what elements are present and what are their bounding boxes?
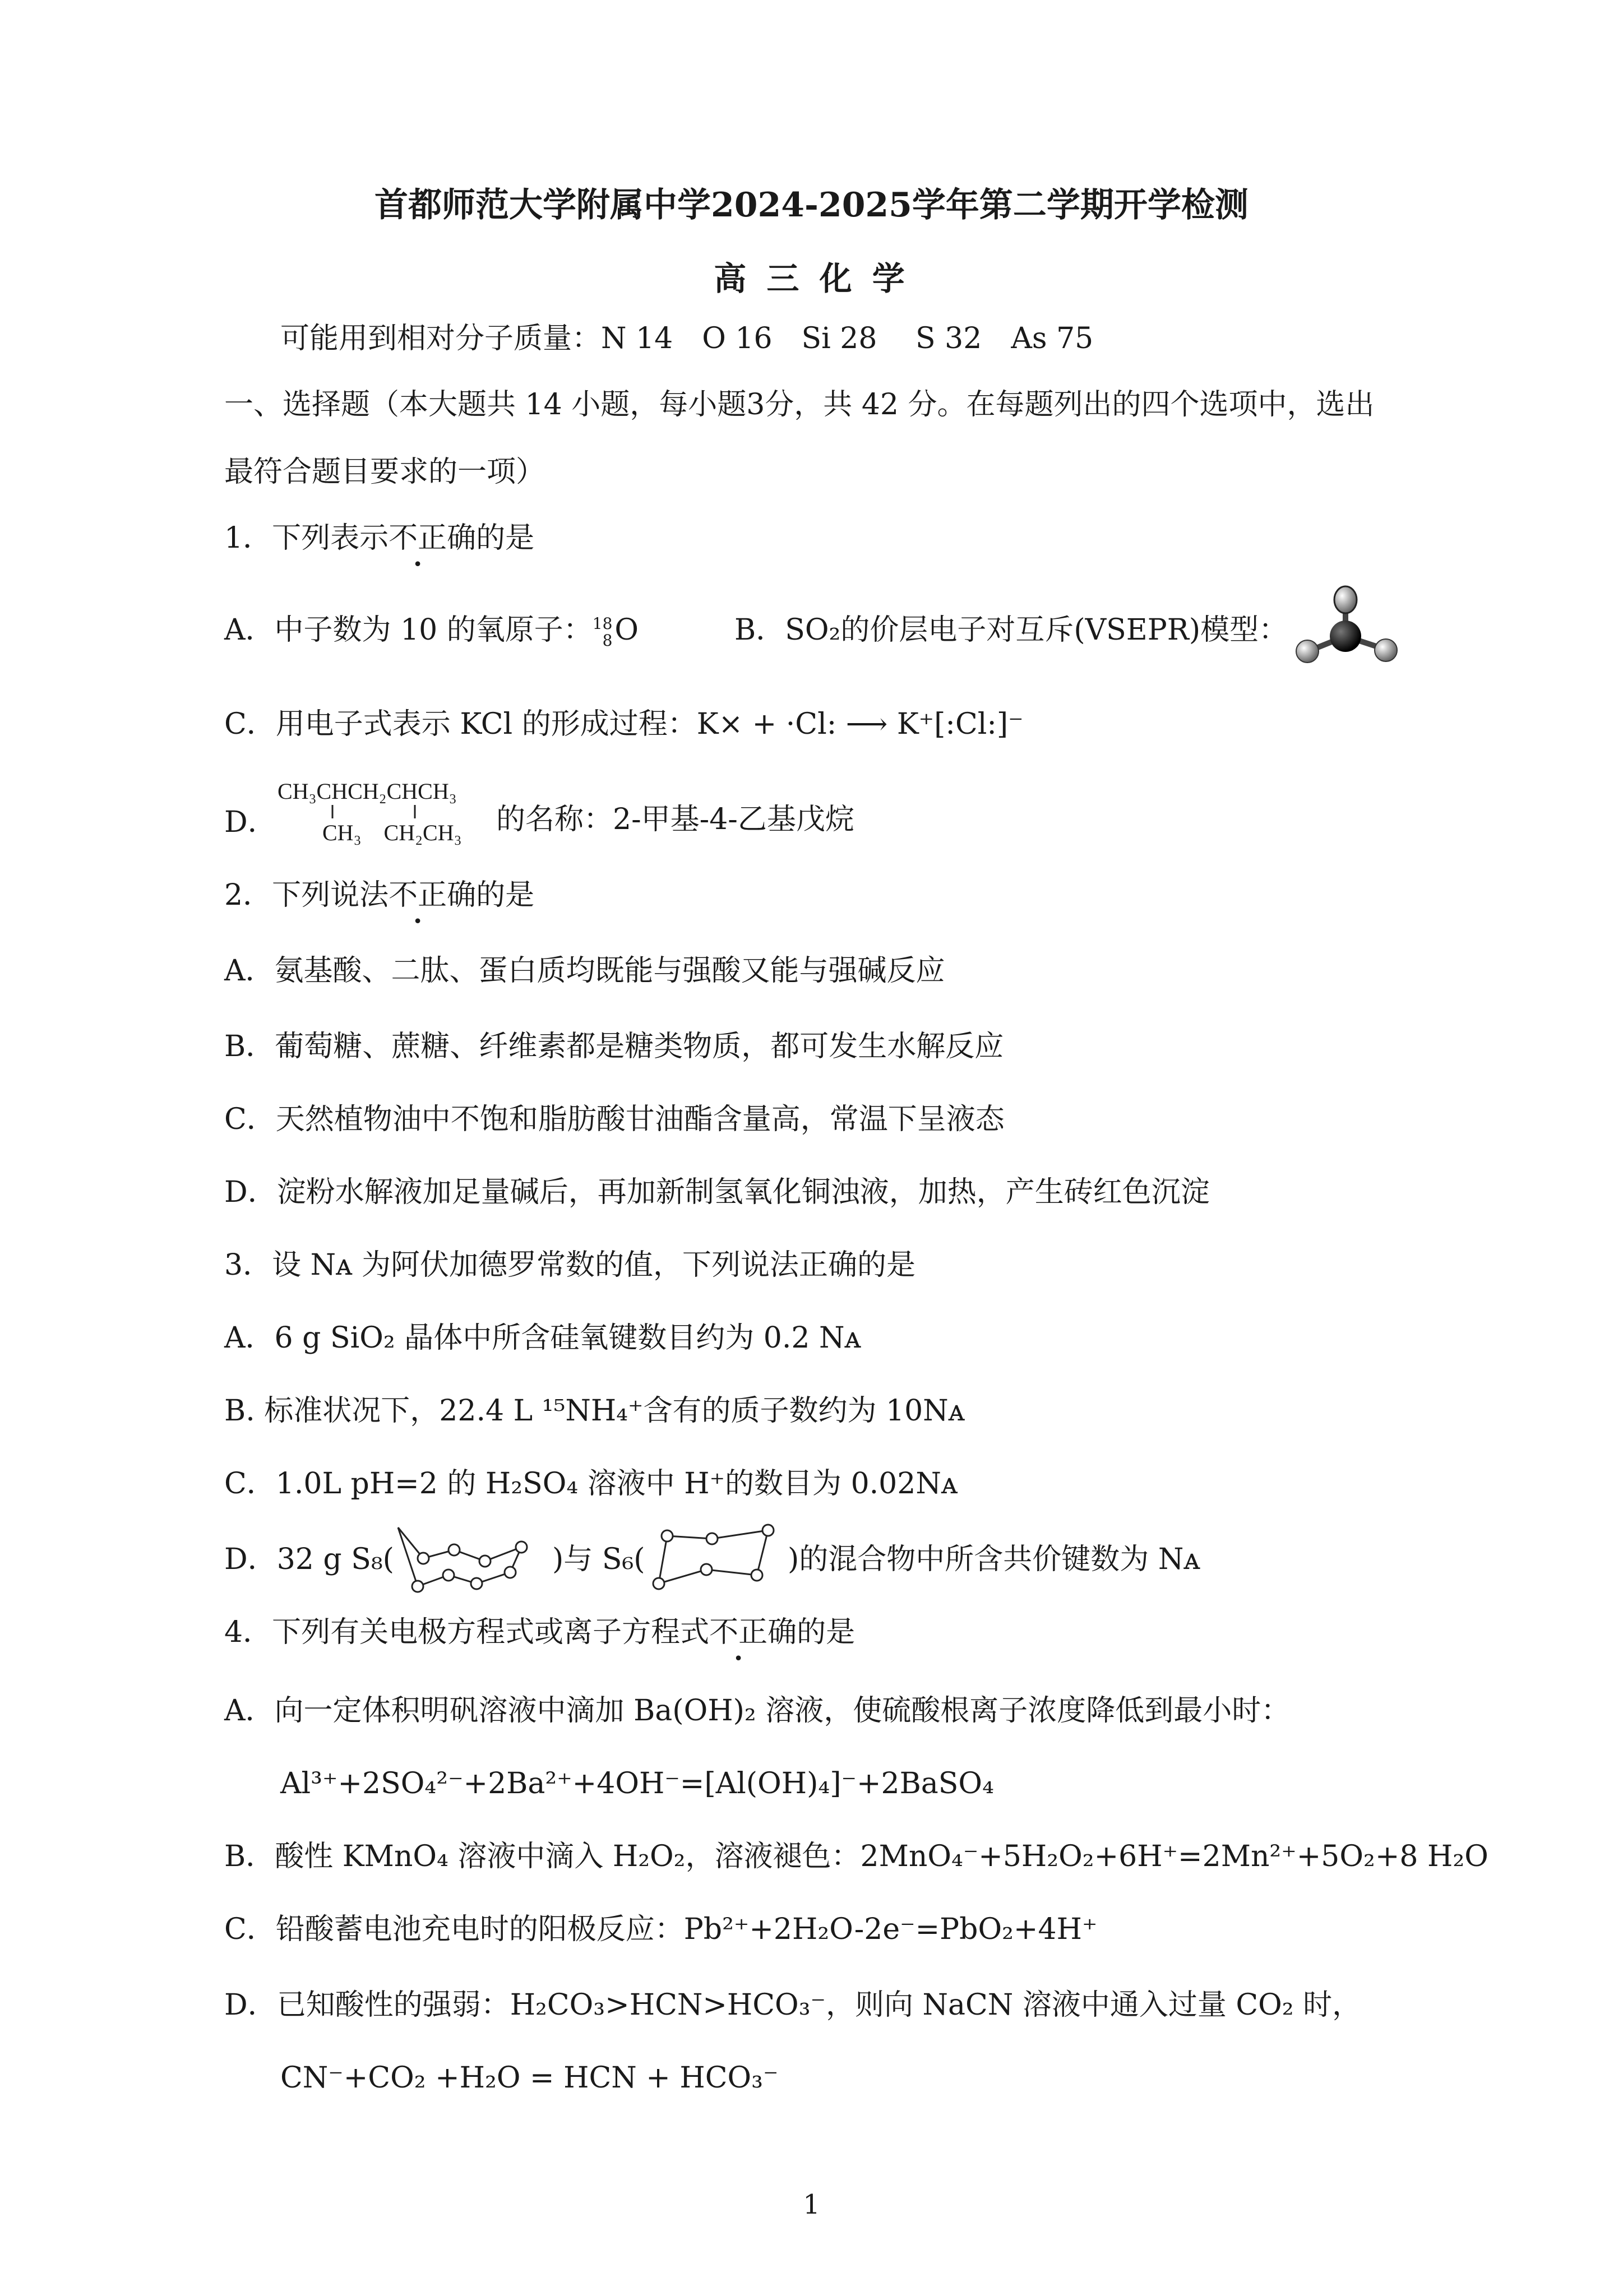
q2-option-b: B．葡萄糖、蔗糖、纤维素都是糖类物质，都可发生水解反应 [224, 1030, 1004, 1063]
q4-option-a: A．向一定体积明矾溶液中滴加 Ba(OH)₂ 溶液，使硫酸根离子浓度降低到最小时： [224, 1694, 1291, 1728]
q2-option-c: C．天然植物油中不饱和脂肪酸甘油酯含量高，常温下呈液态 [224, 1103, 1005, 1136]
q3-option-a: A．6 g SiO₂ 晶体中所含硅氧键数目约为 0.2 Nᴀ [224, 1321, 861, 1355]
q2-option-d: D．淀粉水解液加足量碱后，再加新制氢氧化铜浊液，加热，产生砖红色沉淀 [224, 1175, 1210, 1209]
q4-option-c: C．铅酸蓄电池充电时的阳极反应：Pb²⁺+2H₂O-2e⁻=PbO₂+4H⁺ [224, 1913, 1098, 1946]
q3-option-d-part2: )与 S₆( [552, 1543, 645, 1576]
kcl-electron-formula: K× + ·Cl: ⟶ K⁺[:Cl:]⁻ [696, 707, 1024, 741]
subject-title: 高 三 化 学 [714, 260, 909, 298]
q3-option-c: C．1.0L pH=2 的 H₂SO₄ 溶液中 H⁺的数目为 0.02Nᴀ [224, 1467, 958, 1501]
q1-option-c: C．用电子式表示 KCl 的形成过程：K× + ·Cl: ⟶ K⁺[:Cl:]⁻ [224, 707, 1024, 741]
q3-option-d-part1: D．32 g S₈( [224, 1543, 394, 1576]
q1-stem: 1．下列表示不正确的是 [224, 521, 535, 555]
q2-option-a: A．氨基酸、二肽、蛋白质均既能与强酸又能与强碱反应 [224, 954, 945, 988]
emphasis-text: 不正 [389, 878, 447, 912]
q2-stem: 2．下列说法不正确的是 [224, 878, 535, 912]
q3-option-d-part3: )的混合物中所含共价键数为 Nᴀ [788, 1543, 1200, 1576]
s8-ring-image [392, 1516, 544, 1600]
exam-title: 首都师范大学附属中学2024-2025学年第二学期开学检测 [374, 186, 1249, 225]
q4-option-d: D．已知酸性的强弱：H₂CO₃>HCN>HCO₃⁻，则向 NaCN 溶液中通入过量 CO₂ 时， [224, 1988, 1362, 2022]
structural-formula-main: CH₃CHCH₂CHCH₃ [278, 779, 457, 804]
emphasis-text: 不正 [709, 1615, 768, 1649]
q4-option-b: B．酸性 KMnO₄ 溶液中滴入 H₂O₂，溶液褪色：2MnO₄⁻+5H₂O₂+6H⁺=2Mn²⁺+5O₂+8 H₂O [224, 1840, 1488, 1873]
atomic-masses: 可能用到相对分子质量：N 14 O 16 Si 28 S 32 As 75 [280, 322, 1094, 355]
section-heading-line1: 一、选择题（本大题共 14 小题，每小题3分，共 42 分。在每题列出的四个选项中，选出 [224, 388, 1375, 422]
q1-option-d-name: 的名称：2-甲基-4-乙基戊烷 [496, 803, 854, 836]
q4-option-d-equation: CN⁻+CO₂ +H₂O = HCN + HCO₃⁻ [280, 2061, 779, 2095]
s6-ring-image [645, 1513, 785, 1598]
q4-option-a-equation: Al³⁺+2SO₄²⁻+2Ba²⁺+4OH⁻=[Al(OH)₄]⁻+2BaSO₄ [280, 1767, 994, 1800]
vsepr-model-image [1289, 583, 1402, 673]
structural-formula-bonds [328, 805, 463, 818]
q1-option-a: A．中子数为 10 的氧原子：18 8O [224, 613, 639, 650]
nuclide-numbers: 18 8 [592, 614, 613, 650]
q4-stem: 4．下列有关电极方程式或离子方程式不正确的是 [224, 1615, 856, 1649]
structural-formula-branches: CH₃ CH₂CH₃ [322, 820, 462, 845]
page-number: 1 [803, 2189, 820, 2220]
q1-option-b: B．SO₂的价层电子对互斥(VSEPR)模型： [734, 613, 1288, 647]
section-heading-line2: 最符合题目要求的一项） [224, 455, 545, 489]
q3-stem: 3．设 Nᴀ 为阿伏加德罗常数的值，下列说法正确的是 [224, 1248, 916, 1282]
q1-option-d-label: D． [224, 806, 277, 839]
emphasis-text: 不正 [389, 521, 447, 555]
q3-option-b: B. 标准状况下，22.4 L ¹⁵NH₄⁺含有的质子数约为 10Nᴀ [224, 1394, 965, 1428]
